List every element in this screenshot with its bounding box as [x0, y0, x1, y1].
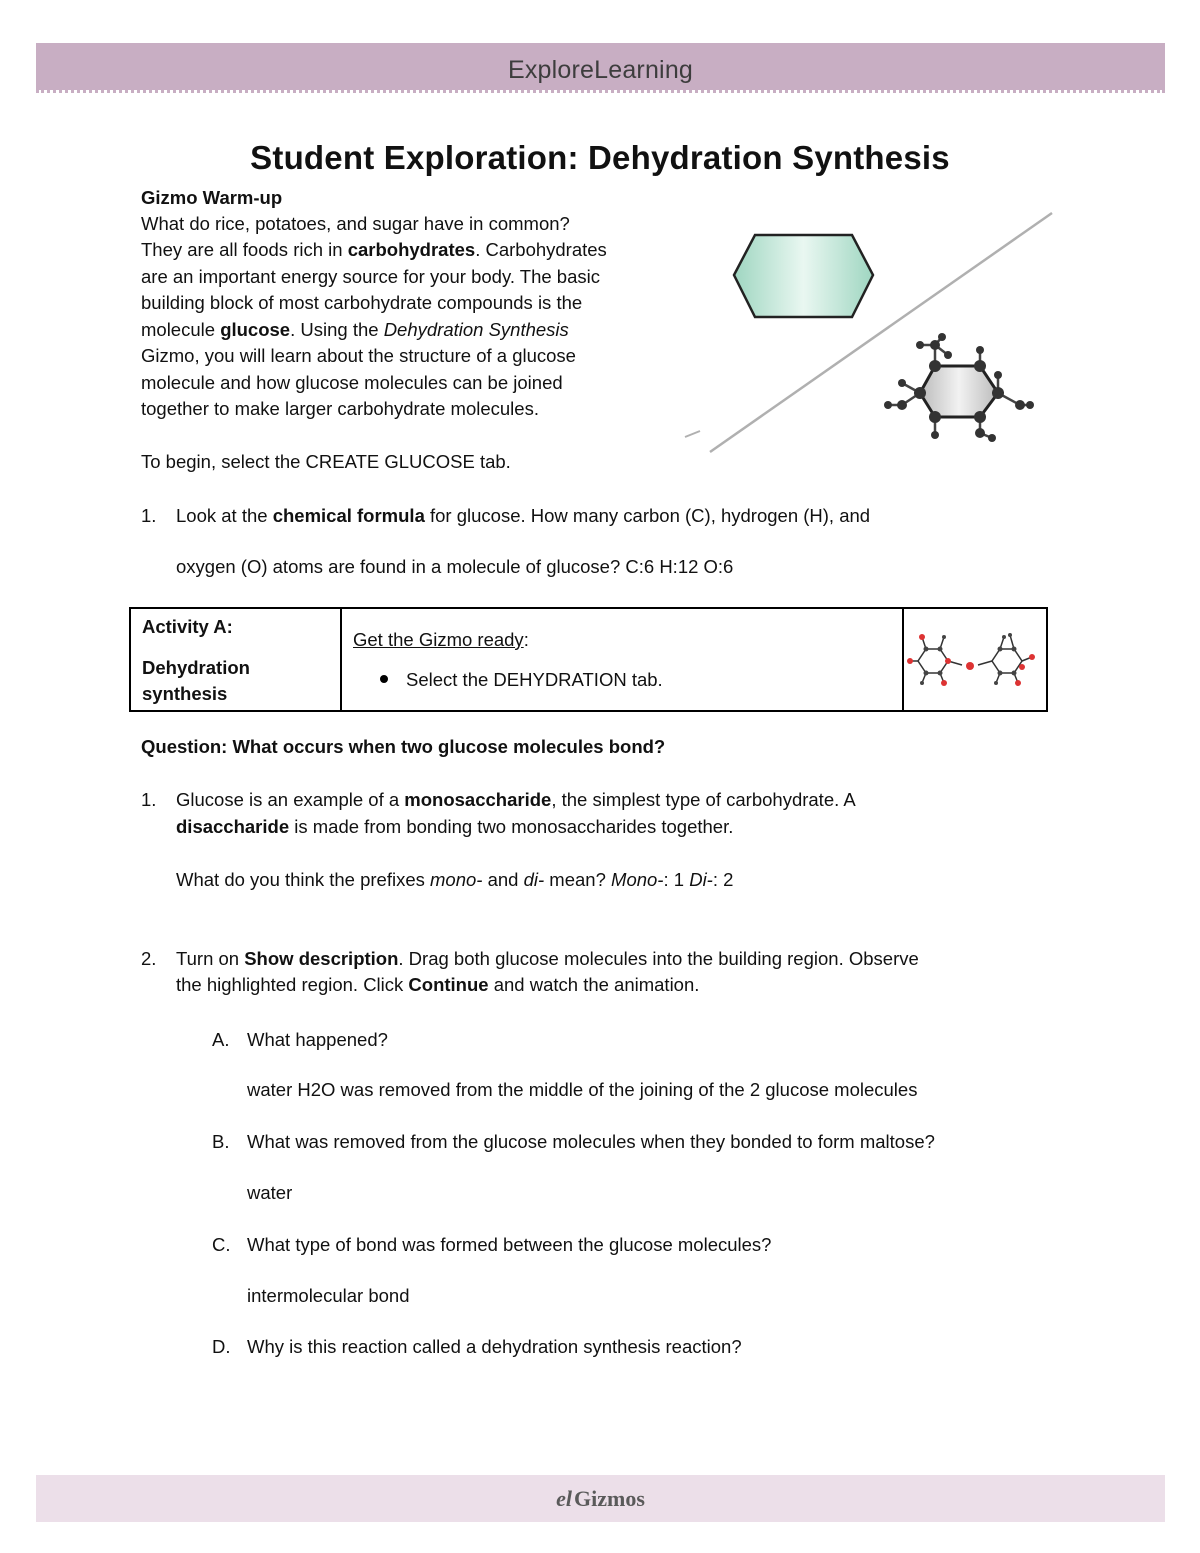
warmup-line: molecule glucose. Using the Dehydration Synthesis	[141, 319, 569, 340]
maltose-molecule-icon	[904, 609, 1044, 705]
question-text: the highlighted region. Click Continue and watch the animation.	[176, 974, 700, 995]
activity-bullet: Select the DEHYDRATION tab.	[380, 667, 902, 694]
glucose-hexagon-shape	[734, 235, 873, 317]
footer-bar	[36, 1475, 1165, 1522]
question-text: disaccharide is made from bonding two monosaccharides together.	[176, 816, 734, 837]
activity-image-cell	[903, 608, 1047, 711]
subquestion-letter: B.	[212, 1131, 230, 1152]
warmup-line: They are all foods rich in carbohydrates. Carbohydrates	[141, 239, 607, 260]
bullet-icon	[380, 675, 388, 683]
glucose-illustration	[680, 205, 1060, 460]
subquestion-letter: C.	[212, 1234, 231, 1255]
page-title: Student Exploration: Dehydration Synthesis	[250, 139, 950, 176]
question-text: Look at the chemical formula for glucose. How many carbon (C), hydrogen (H), and	[176, 505, 871, 526]
subquestion-letter: D.	[212, 1336, 231, 1357]
activity-label: Activity A:	[142, 616, 233, 637]
subquestion-answer: water	[247, 1182, 293, 1203]
question-answer: What do you think the prefixes mono- and di- mean? Mono-: 1 Di-: 2	[176, 869, 734, 890]
warmup-line: molecule and how glucose molecules can be joined	[141, 372, 563, 393]
glucose-ball-stick-model	[884, 333, 1034, 442]
warmup-heading: Gizmo Warm-up	[141, 187, 283, 208]
activity-name: Dehydration	[142, 656, 250, 678]
subquestion-text: What was removed from the glucose molecules when they bonded to form maltose?	[247, 1131, 935, 1152]
subquestion-text: Why is this reaction called a dehydration synthesis reaction?	[247, 1336, 742, 1357]
section-question: Question: What occurs when two glucose molecules bond?	[141, 736, 666, 757]
gizmo-ready-heading: Get the Gizmo ready:	[353, 629, 529, 650]
subquestion-answer: water H2O was removed from the middle of the joining of the 2 glucose molecules	[247, 1079, 918, 1100]
warmup-line: Gizmo, you will learn about the structure of a glucose	[141, 345, 576, 366]
activity-table	[129, 607, 1048, 712]
warmup-line: together to make larger carbohydrate molecules.	[141, 398, 539, 419]
question-text: Turn on Show description. Drag both glucose molecules into the building region. Observe	[176, 948, 919, 969]
warmup-line: are an important energy source for your body. The basic	[141, 266, 600, 287]
subquestion-text: What happened?	[247, 1029, 388, 1050]
subquestion-text: What type of bond was formed between the glucose molecules?	[247, 1234, 772, 1255]
question-number: 1.	[141, 505, 157, 526]
activity-instructions-cell	[341, 608, 903, 711]
warmup-instruction: To begin, select the CREATE GLUCOSE tab.	[141, 451, 511, 472]
subquestion-letter: A.	[212, 1029, 230, 1050]
question-text: Glucose is an example of a monosaccharide, the simplest type of carbohydrate. A	[176, 789, 856, 810]
question-answer: oxygen (O) atoms are found in a molecule of glucose? C:6 H:12 O:6	[176, 556, 734, 577]
warmup-line: What do rice, potatoes, and sugar have in common?	[141, 213, 570, 234]
question-number: 2.	[141, 948, 157, 969]
header-divider	[36, 90, 1165, 93]
brand-logo: ExploreLearning	[507, 56, 694, 84]
header-bar	[36, 43, 1165, 90]
subquestion-answer: intermolecular bond	[247, 1285, 410, 1306]
activity-name: synthesis	[142, 683, 228, 704]
gizmos-logo: elGizmos	[556, 1486, 645, 1511]
warmup-line: building block of most carbohydrate compounds is the	[141, 292, 583, 313]
question-number: 1.	[141, 789, 157, 810]
activity-label-cell	[130, 608, 341, 711]
